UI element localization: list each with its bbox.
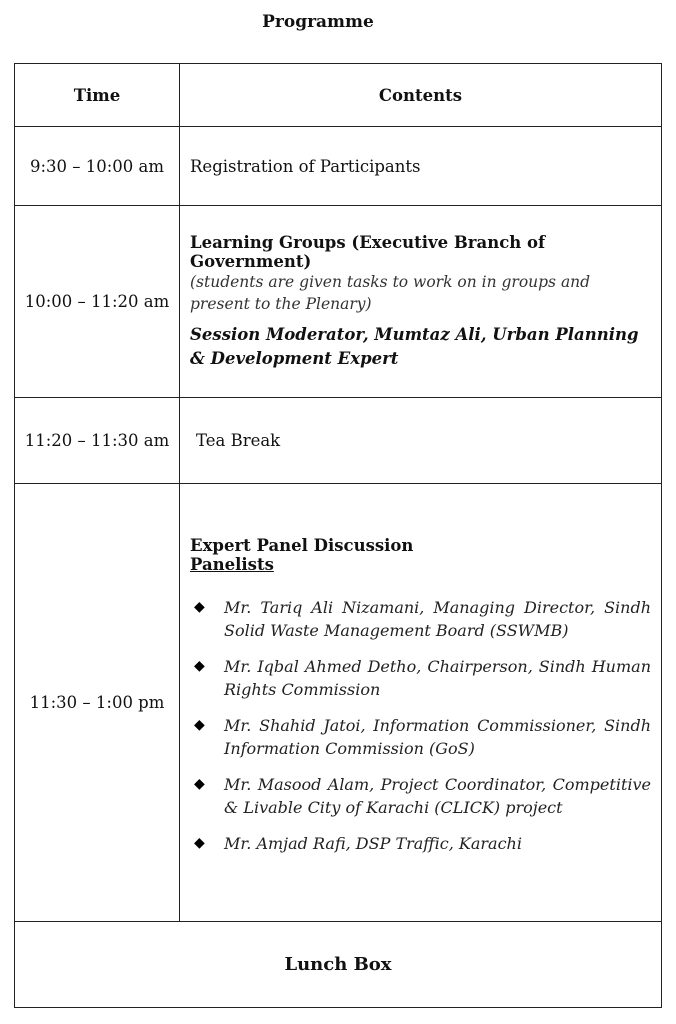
list-item bbox=[190, 655, 651, 701]
content-cell: Registration of Participants bbox=[180, 127, 662, 206]
lunch-box-cell: Lunch Box bbox=[15, 922, 662, 1008]
time-cell: 11:20 – 11:30 am bbox=[15, 398, 180, 484]
time-cell: 9:30 – 10:00 am bbox=[15, 127, 180, 206]
panelists-subheading: Panelists bbox=[190, 555, 274, 574]
list-item bbox=[190, 832, 651, 855]
programme-table bbox=[14, 63, 662, 1008]
table-row bbox=[15, 127, 662, 206]
table-row bbox=[15, 922, 662, 1008]
time-header: Time bbox=[15, 64, 180, 127]
content-cell bbox=[180, 484, 662, 922]
list-item bbox=[190, 714, 651, 760]
session-note: (students are given tasks to work on in groups and present to the Plenary) bbox=[190, 272, 591, 313]
panelist-text: Mr. Masood Alam, Project Coordinator, Competitive & Livable City of Karachi (CLICK) project bbox=[224, 775, 651, 817]
panelist-text: Mr. Tariq Ali Nizamani, Managing Director, Sindh Solid Waste Management Board (SSWMB) bbox=[224, 598, 651, 640]
table-header-row bbox=[15, 64, 662, 127]
diamond-bullet-icon: ◆ bbox=[194, 776, 205, 792]
panel-heading: Expert Panel Discussion bbox=[190, 536, 414, 555]
session-heading: Learning Groups (Executive Branch of Government) bbox=[190, 232, 546, 271]
content-cell: Tea Break bbox=[180, 398, 662, 484]
panelist-list bbox=[190, 596, 651, 855]
time-cell: 11:30 – 1:00 pm bbox=[15, 484, 180, 922]
list-item bbox=[190, 596, 651, 642]
diamond-bullet-icon: ◆ bbox=[194, 835, 205, 851]
panelist-text: Mr. Shahid Jatoi, Information Commissioner, Sindh Information Commission (GoS) bbox=[224, 716, 651, 758]
session-moderator: Session Moderator, Mumtaz Ali, Urban Planning & Development Expert bbox=[190, 324, 639, 368]
panelist-text: Mr. Iqbal Ahmed Detho, Chairperson, Sindh Human Rights Commission bbox=[224, 657, 651, 699]
content-cell bbox=[180, 206, 662, 398]
diamond-bullet-icon: ◆ bbox=[194, 717, 205, 733]
page-title: Programme bbox=[262, 12, 374, 32]
table-row bbox=[15, 398, 662, 484]
list-item bbox=[190, 773, 651, 819]
panelist-text: Mr. Amjad Rafi, DSP Traffic, Karachi bbox=[224, 834, 522, 853]
diamond-bullet-icon: ◆ bbox=[194, 599, 205, 615]
diamond-bullet-icon: ◆ bbox=[194, 658, 205, 674]
table-row bbox=[15, 484, 662, 922]
table-row bbox=[15, 206, 662, 398]
time-cell: 10:00 – 11:20 am bbox=[15, 206, 180, 398]
contents-header: Contents bbox=[180, 64, 662, 127]
